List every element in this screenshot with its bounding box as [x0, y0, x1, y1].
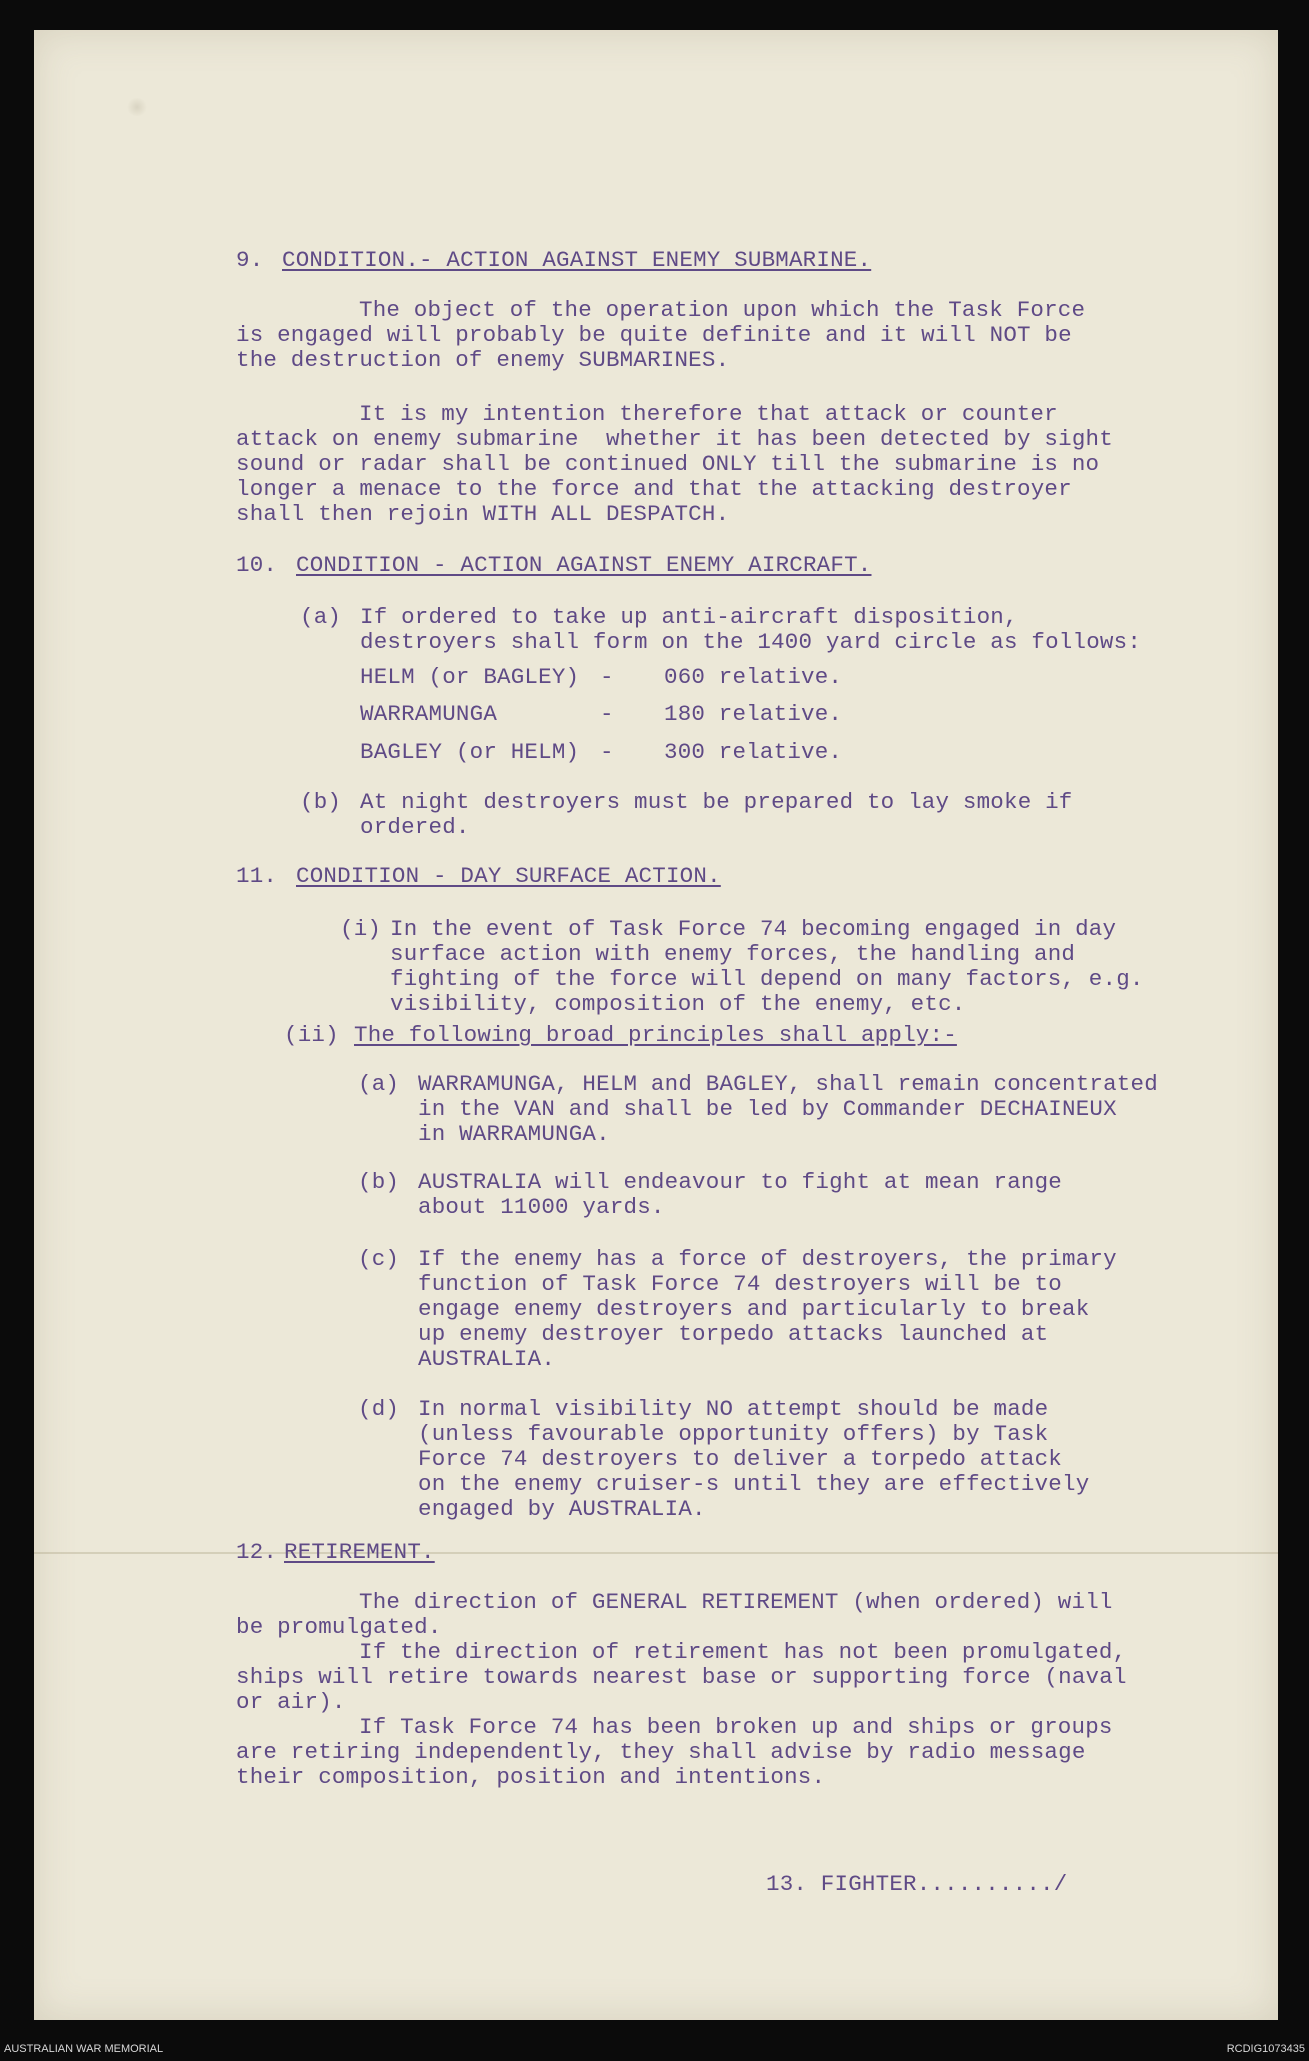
paragraph-line: the destruction of enemy SUBMARINES. — [236, 347, 730, 373]
section-heading: RETIREMENT. — [284, 1539, 435, 1565]
table-dash: - — [600, 664, 614, 690]
section-number: 10. — [236, 552, 278, 578]
archive-id: RCDIG1073435 — [1226, 2043, 1305, 2055]
paragraph-line: shall then rejoin WITH ALL DESPATCH. — [236, 501, 730, 527]
paragraph-line: attack on enemy submarine whether it has been detected by sight — [236, 426, 1113, 452]
item-label: (c) — [358, 1246, 400, 1272]
item-label: (a) — [358, 1071, 400, 1097]
table-bearing: 300 relative. — [664, 739, 843, 765]
document-page — [34, 30, 1278, 2020]
item-line: WARRAMUNGA, HELM and BAGLEY, shall remain concentrated — [418, 1071, 1158, 1097]
item-line: (unless favourable opportunity offers) by Task — [418, 1421, 1049, 1447]
table-ship: WARRAMUNGA — [360, 701, 498, 727]
item-line: In the event of Task Force 74 becoming engaged in day — [390, 916, 1117, 942]
item-label: (b) — [358, 1169, 400, 1195]
page-fold-line — [34, 1552, 1278, 1554]
paragraph-line: their composition, position and intentions. — [236, 1764, 826, 1790]
item-line: At night destroyers must be prepared to lay smoke if — [360, 789, 1073, 815]
item-label: (d) — [358, 1396, 400, 1422]
item-line: AUSTRALIA. — [418, 1346, 556, 1372]
item-line: engaged by AUSTRALIA. — [418, 1496, 706, 1522]
paragraph-line: be promulgated. — [236, 1614, 442, 1640]
subheading: The following broad principles shall apply:- — [354, 1022, 957, 1048]
paragraph-line: is engaged will probably be quite definite and it will NOT be — [236, 322, 1072, 348]
section-number: 11. — [236, 863, 278, 889]
item-line: Force 74 destroyers to deliver a torpedo attack — [418, 1446, 1063, 1472]
item-line: visibility, composition of the enemy, etc. — [390, 991, 966, 1017]
item-line: on the enemy cruiser-s until they are effectively — [418, 1471, 1090, 1497]
paragraph-line: are retiring independently, they shall advise by radio message — [236, 1739, 1086, 1765]
item-label: (a) — [300, 604, 342, 630]
item-line: function of Task Force 74 destroyers will be to — [418, 1271, 1063, 1297]
section-heading: CONDITION - DAY SURFACE ACTION. — [296, 863, 721, 889]
archive-credit: AUSTRALIAN WAR MEMORIAL — [4, 2043, 164, 2055]
item-line: up enemy destroyer torpedo attacks launched at — [418, 1321, 1049, 1347]
table-bearing: 180 relative. — [664, 701, 843, 727]
item-line: engage enemy destroyers and particularly to break — [418, 1296, 1090, 1322]
catchword: 13. FIGHTER........../ — [766, 1871, 1068, 1897]
item-line: fighting of the force will depend on many factors, e.g. — [390, 966, 1144, 992]
table-bearing: 060 relative. — [664, 664, 843, 690]
table-dash: - — [600, 701, 614, 727]
paragraph-line: ships will retire towards nearest base or supporting force (naval — [236, 1664, 1127, 1690]
table-dash: - — [600, 739, 614, 765]
item-line: destroyers shall form on the 1400 yard circle as follows: — [360, 629, 1142, 655]
paragraph-line: It is my intention therefore that attack or counter — [359, 401, 1058, 427]
item-line: about 11000 yards. — [418, 1194, 665, 1220]
section-heading: CONDITION - ACTION AGAINST ENEMY AIRCRAFT. — [296, 552, 872, 578]
paragraph-line: sound or radar shall be continued ONLY till the submarine is no — [236, 451, 1100, 477]
item-line: ordered. — [360, 814, 470, 840]
section-heading: CONDITION.- ACTION AGAINST ENEMY SUBMARINE. — [282, 247, 872, 273]
section-number: 9. — [236, 247, 264, 273]
item-line: In normal visibility NO attempt should be made — [418, 1396, 1049, 1422]
item-line: If ordered to take up anti-aircraft disposition, — [360, 604, 1018, 630]
punch-hole-mark — [126, 98, 148, 116]
item-label: (i) — [340, 916, 382, 942]
paragraph-line: or air). — [236, 1689, 346, 1715]
item-line: AUSTRALIA will endeavour to fight at mean range — [418, 1169, 1063, 1195]
item-line: in WARRAMUNGA. — [418, 1121, 610, 1147]
table-ship: HELM (or BAGLEY) — [360, 664, 580, 690]
item-line: in the VAN and shall be led by Commander DECHAINEUX — [418, 1096, 1117, 1122]
item-line: surface action with enemy forces, the handling and — [390, 941, 1076, 967]
paragraph-line: The object of the operation upon which the Task Force — [359, 297, 1086, 323]
paragraph-line: If the direction of retirement has not been promulgated, — [359, 1639, 1127, 1665]
paragraph-line: longer a menace to the force and that the attacking destroyer — [236, 476, 1072, 502]
table-ship: BAGLEY (or HELM) — [360, 739, 580, 765]
item-label: (b) — [300, 789, 342, 815]
section-number: 12. — [236, 1539, 278, 1565]
item-line: If the enemy has a force of destroyers, the primary — [418, 1246, 1117, 1272]
paragraph-line: If Task Force 74 has been broken up and ships or groups — [359, 1714, 1113, 1740]
item-label: (ii) — [284, 1022, 339, 1048]
paragraph-line: The direction of GENERAL RETIREMENT (when ordered) will — [359, 1589, 1113, 1615]
